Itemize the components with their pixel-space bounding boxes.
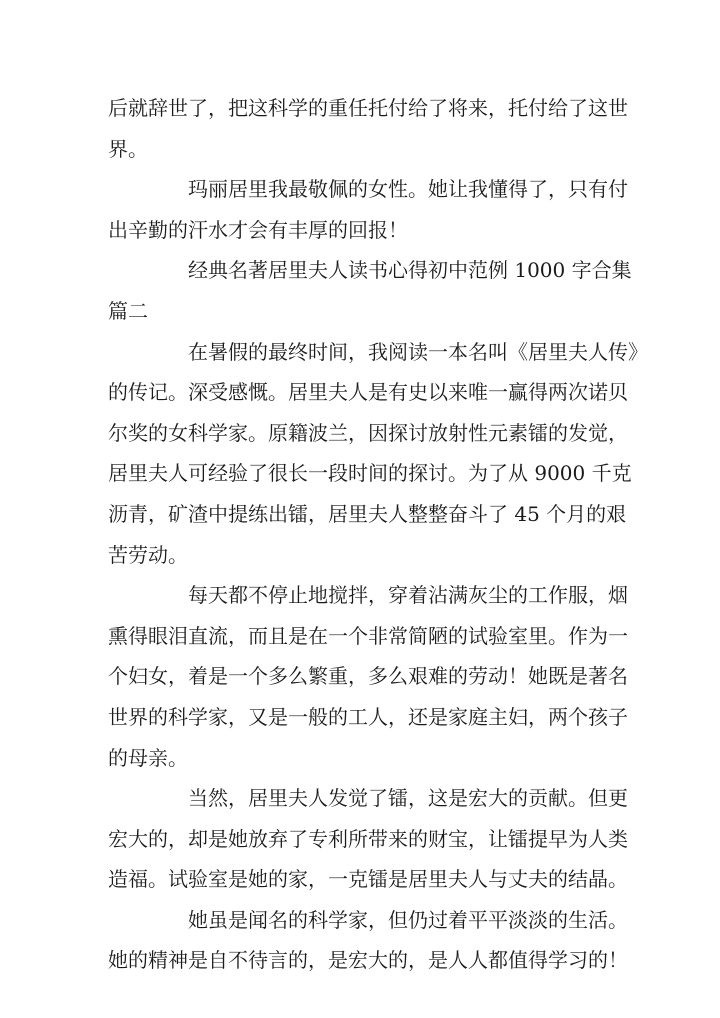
- paragraph-first-line: 经典名著居里夫人读书心得初中范例 1000 字合集: [188, 258, 632, 283]
- paragraph-first-line: 在暑假的最终时间，我阅读一本名叫《居里夫人传》: [188, 339, 648, 364]
- text-line: 世界的科学家，又是一般的工人，还是家庭主妇，两个孩子: [108, 704, 628, 729]
- text-line: 造福。试验室是她的家，一克镭是居里夫人与丈夫的结晶。: [108, 867, 628, 892]
- text-line: 居里夫人可经验了很长一段时间的探讨。为了从 9000 千克: [108, 461, 632, 486]
- text-line: 沥青，矿渣中提练出镭，居里夫人整整奋斗了 45 个月的艰: [108, 501, 627, 526]
- document-body: [108, 88, 648, 981]
- text-line: 篇二: [108, 298, 148, 323]
- paragraph-first-line: 玛丽居里我最敬佩的女性。她让我懂得了，只有付: [188, 177, 628, 202]
- paragraph-first-line: 她虽是闻名的科学家，但仍过着平平淡淡的生活。: [188, 907, 628, 932]
- text-line: 她的精神是自不待言的，是宏大的，是人人都值得学习的！: [108, 948, 628, 973]
- text-line: 宏大的，却是她放弃了专利所带来的财宝，让镭提早为人类: [108, 826, 628, 851]
- text-line: 熏得眼泪直流，而且是在一个非常简陋的试验室里。作为一: [108, 623, 628, 648]
- text-line: 的传记。深受感慨。居里夫人是有史以来唯一赢得两次诺贝: [108, 380, 628, 405]
- text-line: 个妇女，着是一个多么繁重，多么艰难的劳动！她既是著名: [108, 664, 628, 689]
- text-line: 的母亲。: [108, 745, 188, 770]
- paragraph-first-line: 每天都不停止地搅拌，穿着沾满灰尘的工作服，烟: [188, 583, 628, 608]
- text-line: 界。: [108, 136, 148, 161]
- text-line: 尔奖的女科学家。原籍波兰，因探讨放射性元素镭的发觉，: [108, 420, 628, 445]
- text-line: 苦劳动。: [108, 542, 188, 567]
- paragraph-first-line: 当然，居里夫人发觉了镭，这是宏大的贡献。但更: [188, 786, 628, 811]
- text-line: 出辛勤的汗水才会有丰厚的回报！: [108, 217, 408, 242]
- text-line: 后就辞世了，把这科学的重任托付给了将来，托付给了这世: [108, 96, 628, 120]
